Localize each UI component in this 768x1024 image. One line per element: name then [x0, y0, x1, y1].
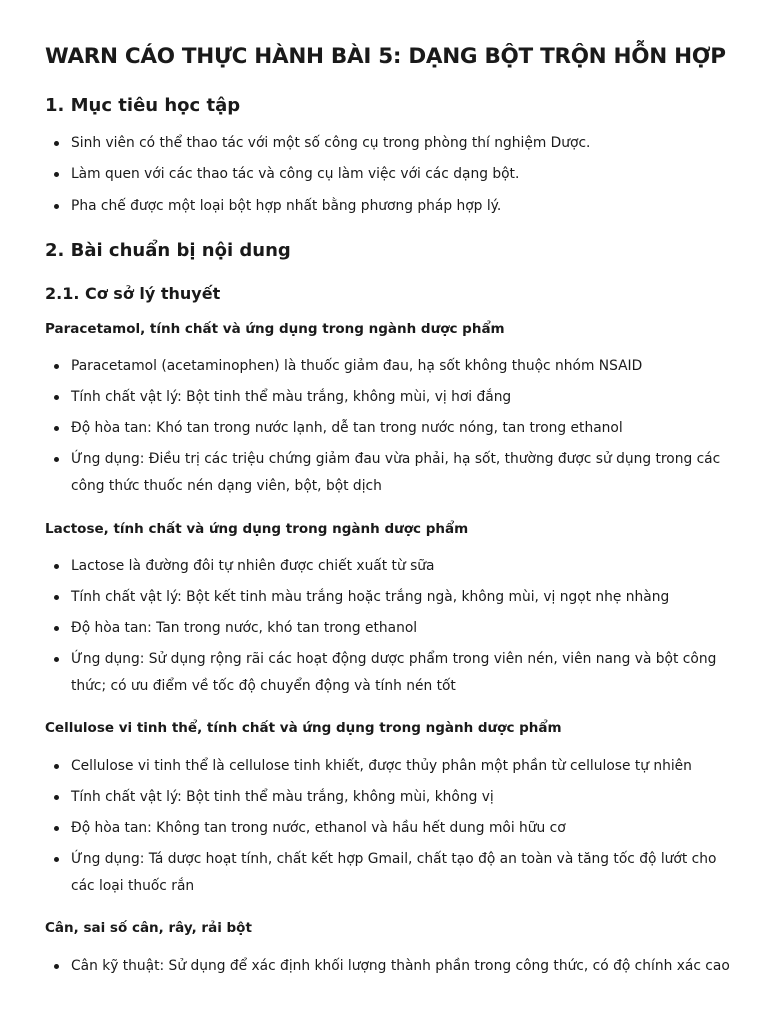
list-item: Độ hòa tan: Không tan trong nước, ethanol và hầu hết dung môi hữu cơ	[45, 815, 735, 842]
list-item: Tính chất vật lý: Bột kết tinh màu trắng hoặc trắng ngà, không mùi, vị ngọt nhẹ nhàng	[45, 584, 735, 611]
list-item: Ứng dụng: Tá dược hoạt tính, chất kết hợp Gmail, chất tạo độ an toàn và tăng tốc độ lướt cho các loại thuốc rắn	[45, 846, 735, 900]
document-title: WARN CÁO THỰC HÀNH BÀI 5: DẠNG BỘT TRỘN HỖN HỢP	[45, 44, 726, 69]
bullet-icon	[54, 964, 59, 969]
cellulose-list	[45, 753, 735, 900]
bullet-icon	[54, 364, 59, 369]
list-item: Cân kỹ thuật: Sử dụng để xác định khối lượng thành phần trong công thức, có độ chính xác cao	[45, 953, 735, 980]
bullet-icon	[54, 564, 59, 569]
bullet-icon	[54, 457, 59, 462]
paracetamol-heading: Paracetamol, tính chất và ứng dụng trong ngành dược phẩm	[45, 321, 505, 337]
bullet-icon	[54, 204, 59, 209]
bullet-icon	[54, 764, 59, 769]
section-1-heading: 1. Mục tiêu học tập	[45, 95, 241, 116]
list-item: Độ hòa tan: Khó tan trong nước lạnh, dễ tan trong nước nóng, tan trong ethanol	[45, 415, 735, 442]
bullet-icon	[54, 172, 59, 177]
list-item: Paracetamol (acetaminophen) là thuốc giảm đau, hạ sốt không thuộc nhóm NSAID	[45, 353, 735, 380]
bullet-icon	[54, 795, 59, 800]
bullet-icon	[54, 426, 59, 431]
list-item: Ứng dụng: Điều trị các triệu chứng giảm đau vừa phải, hạ sốt, thường được sử dụng trong các công thức thuốc nén dạng viên, bột, bột dịch	[45, 446, 735, 500]
lactose-heading: Lactose, tính chất và ứng dụng trong ngành dược phẩm	[45, 521, 469, 537]
subsection-2-1-heading: 2.1. Cơ sở lý thuyết	[45, 284, 221, 303]
list-item: Sinh viên có thể thao tác với một số công cụ trong phòng thí nghiệm Dược.	[45, 130, 735, 157]
bullet-icon	[54, 857, 59, 862]
list-item: Độ hòa tan: Tan trong nước, khó tan trong ethanol	[45, 615, 735, 642]
list-item: Ứng dụng: Sử dụng rộng rãi các hoạt động dược phẩm trong viên nén, viên nang và bột công thức; có ưu điểm về tốc độ chuyển động và tính nén tốt	[45, 646, 735, 700]
weighing-heading: Cân, sai số cân, rây, rải bột	[45, 920, 252, 936]
list-item: Lactose là đường đôi tự nhiên được chiết xuất từ sữa	[45, 553, 735, 580]
weighing-list	[45, 953, 735, 980]
bullet-icon	[54, 657, 59, 662]
section-1-list	[45, 130, 735, 220]
bullet-icon	[54, 626, 59, 631]
list-item: Làm quen với các thao tác và công cụ làm việc với các dạng bột.	[45, 161, 735, 188]
list-item: Tính chất vật lý: Bột tinh thể màu trắng, không mùi, vị hơi đắng	[45, 384, 735, 411]
list-item: Pha chế được một loại bột hợp nhất bằng phương pháp hợp lý.	[45, 193, 735, 220]
bullet-icon	[54, 826, 59, 831]
list-item: Cellulose vi tinh thể là cellulose tinh khiết, được thủy phân một phần từ cellulose tự nhiên	[45, 753, 735, 780]
list-item: Tính chất vật lý: Bột tinh thể màu trắng, không mùi, không vị	[45, 784, 735, 811]
cellulose-heading: Cellulose vi tinh thể, tính chất và ứng dụng trong ngành dược phẩm	[45, 720, 562, 736]
bullet-icon	[54, 395, 59, 400]
bullet-icon	[54, 141, 59, 146]
bullet-icon	[54, 595, 59, 600]
section-2-heading: 2. Bài chuẩn bị nội dung	[45, 240, 291, 261]
lactose-list	[45, 553, 735, 700]
paracetamol-list	[45, 353, 735, 500]
